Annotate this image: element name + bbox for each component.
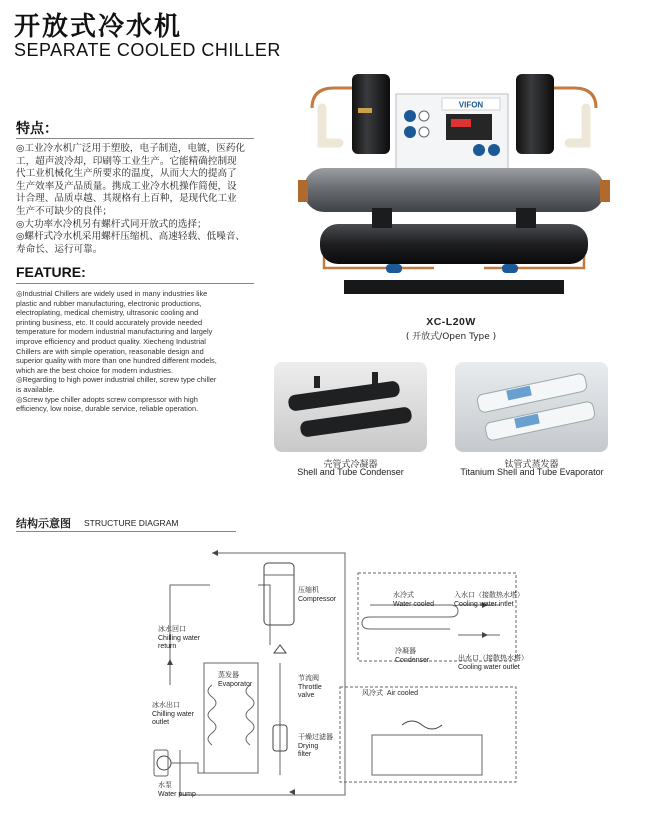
list-item: ◎螺杆式冷水机采用螺杆压缩机、高速轻载、低噪音、 bbox=[16, 231, 246, 243]
label-water-pump: 水泵 Water pump bbox=[158, 782, 196, 798]
list-item: which are the best choice for modern industries. bbox=[16, 365, 173, 375]
list-item: ◎Screw type chiller adopts screw compressor with high bbox=[16, 394, 198, 404]
diagram-heading-cn: 结构示意图 bbox=[16, 517, 71, 530]
list-item: 寿命长、运行可靠。 bbox=[16, 243, 103, 255]
list-item: 生产效率及产品质量。携成工业冷水机操作简便，设 bbox=[16, 180, 237, 192]
condenser-caption-en: Shell and Tube Condenser bbox=[297, 467, 404, 477]
list-item: 计合理、品质卓越、其规格有上百种，是现代化工业 bbox=[16, 193, 237, 205]
list-item: 生产不可缺少的良伴； bbox=[16, 205, 112, 217]
features-cn-list bbox=[16, 143, 266, 256]
list-item: improve efficiency and product quality. Xiecheng Industrial bbox=[16, 336, 206, 346]
model-name: XC-L20W bbox=[426, 316, 476, 328]
list-item: ◎大功率水冷机另有螺杆式同开放式的选择； bbox=[16, 218, 207, 230]
divider bbox=[16, 283, 254, 284]
chiller-product-image bbox=[284, 68, 624, 308]
list-item: 工，超声波冷却，印刷等工业生产。它能精确控制现 bbox=[16, 155, 237, 167]
divider bbox=[16, 138, 254, 139]
label-condenser: 冷凝器 Condenser bbox=[395, 648, 430, 664]
list-item: temperature for modern industrial manufacturing and largely bbox=[16, 327, 213, 337]
label-drying-filter: 干燥过滤器 Drying filter bbox=[298, 734, 333, 758]
label-cooling-outlet: 出水口（接散热水塔） Cooling water outlet bbox=[458, 655, 528, 671]
label-air-cooled: 风冷式 Air cooled bbox=[362, 690, 419, 697]
divider bbox=[16, 531, 236, 532]
page-title: 开放式冷水机 bbox=[14, 12, 183, 42]
evaporator-caption-en: Titanium Shell and Tube Evaporator bbox=[460, 467, 604, 477]
condenser-photo bbox=[274, 362, 427, 452]
page-subtitle: SEPARATE COOLED CHILLER bbox=[14, 40, 281, 60]
list-item: electroplating, medical chemistry, ultrasonic cooling and bbox=[16, 308, 199, 318]
list-item: superior quality with more than one hundred different models, bbox=[16, 356, 217, 366]
structure-diagram bbox=[140, 545, 535, 807]
model-type: ( 开放式/Open Type ) bbox=[405, 332, 497, 342]
list-item: 代工业机械化生产所要求的温度，从而大大的提高了 bbox=[16, 168, 237, 180]
list-item: is available. bbox=[16, 384, 55, 394]
label-water-cooled: 水冷式 Water cooled bbox=[393, 592, 434, 608]
condenser-caption-cn: 壳管式冷凝器 bbox=[323, 459, 378, 469]
list-item: ◎Industrial Chillers are widely used in many industries like bbox=[16, 289, 208, 298]
list-item: ◎Regarding to high power industrial chiller, screw type chiller bbox=[16, 375, 217, 385]
list-item: ◎工业冷水机广泛用于塑胶，电子制造，电镀，医药化 bbox=[16, 143, 246, 154]
evaporator-image bbox=[455, 362, 608, 452]
list-item: efficiency, low noise, durable service, reliable operation. bbox=[16, 404, 199, 414]
evaporator-caption-cn: 钛管式蒸发器 bbox=[504, 459, 559, 469]
label-chilling-outlet: 冰水出口 Chilling water outlet bbox=[152, 702, 195, 726]
features-en-heading: FEATURE: bbox=[16, 264, 86, 280]
label-throttle-valve: 节流阀 Throttle valve bbox=[298, 675, 322, 699]
list-item: plastic and rubber manufacturing, electronic productions, bbox=[16, 298, 202, 308]
brand-logo: VIFON bbox=[458, 100, 484, 110]
features-cn-heading: 特点： bbox=[16, 121, 58, 137]
label-compressor: 压缩机 Compressor bbox=[298, 587, 337, 603]
list-item: printing business, etc. It could accurately provide needed bbox=[16, 317, 203, 327]
label-cooling-inlet: 入水口（接散热水塔） Cooling water intlet bbox=[454, 592, 524, 608]
label-evaporator: 蒸发器 Evaporator bbox=[218, 672, 253, 688]
list-item: Chillers are with simple operation, reasonable design and bbox=[16, 346, 204, 356]
condenser-image bbox=[274, 362, 427, 452]
features-en-list bbox=[16, 289, 264, 414]
evaporator-photo bbox=[455, 362, 608, 452]
label-chilling-return: 冰水回口 Chilling water return bbox=[158, 626, 201, 650]
diagram-heading-en: STRUCTURE DIAGRAM bbox=[84, 518, 179, 528]
